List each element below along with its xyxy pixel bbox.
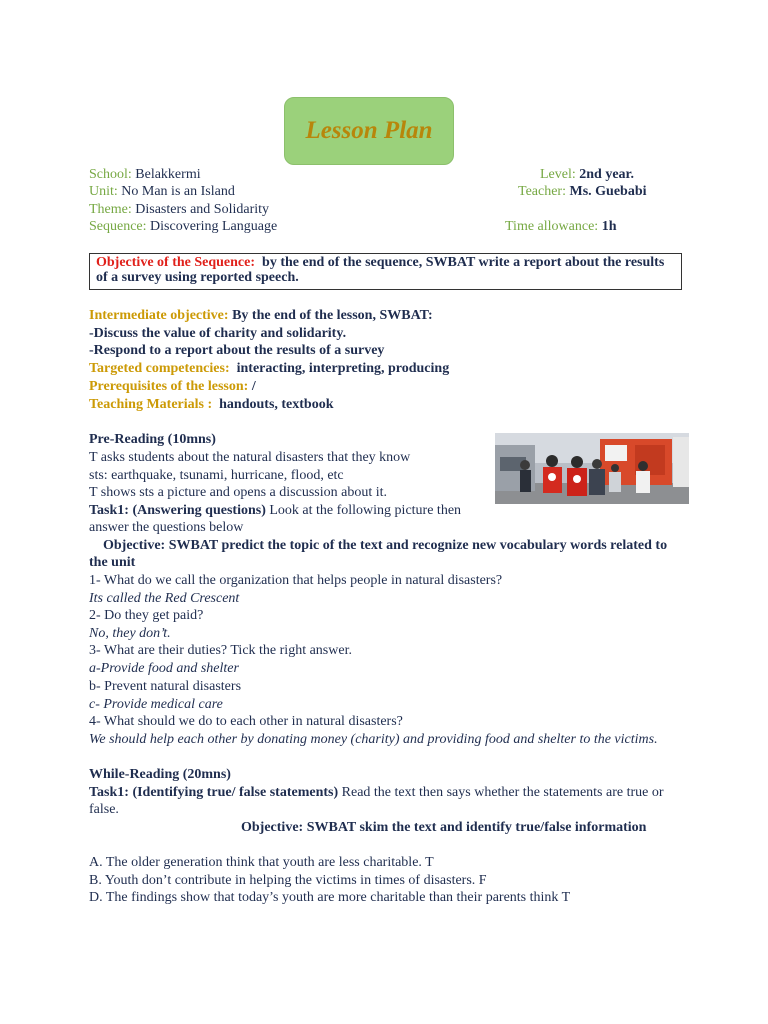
statement-a: A. The older generation think that youth are less charitable. T	[89, 855, 434, 870]
pre-reading-objective: Objective: SWBAT predict the topic of the text and recognize new vocabulary words related to	[103, 538, 668, 553]
answer-2: No, they don’t.	[89, 626, 171, 641]
red-crescent-photo	[495, 433, 689, 504]
question-2: 2- Do they get paid?	[89, 608, 204, 623]
option-b: b- Prevent natural disasters	[89, 679, 242, 694]
page-title: Lesson Plan	[305, 117, 433, 144]
unit-line: Unit: No Man is an Island	[89, 184, 235, 199]
prerequisites: Prerequisites of the lesson: /	[89, 379, 256, 394]
school-line: School: Belakkermi	[89, 167, 201, 182]
statement-b: B. Youth don’t contribute in helping the victims in times of disasters. F	[89, 873, 487, 888]
question-1: 1- What do we call the organization that helps people in natural disasters?	[89, 573, 503, 588]
pre-reading-line-2: sts: earthquake, tsunami, hurricane, flood, etc	[89, 468, 344, 483]
level-line: Level: 2nd year.	[540, 167, 634, 182]
objective-item-2: -Respond to a report about the results of a survey	[89, 343, 385, 358]
sequence-objective-box: Objective of the Sequence: by the end of the sequence, SWBAT write a report about the results of a survey using reported speech.	[89, 253, 682, 290]
answer-1: Its called the Red Crescent	[89, 591, 240, 606]
time-allowance-line: Time allowance: 1h	[505, 219, 617, 234]
pre-reading-line-3: T shows sts a picture and opens a discussion about it.	[89, 485, 387, 500]
red-crescent-volunteers-image	[495, 433, 689, 504]
while-reading-objective: Objective: SWBAT skim the text and identify true/false information	[241, 820, 647, 835]
lesson-plan-title-box	[284, 97, 454, 165]
pre-reading-task1-cont: answer the questions below	[89, 520, 244, 535]
intermediate-objective: Intermediate objective: By the end of the lesson, SWBAT:	[89, 308, 433, 323]
while-reading-heading: While-Reading (20mns)	[89, 767, 231, 782]
option-c: c- Provide medical care	[89, 697, 223, 712]
pre-reading-heading: Pre-Reading (10mns)	[89, 432, 216, 447]
pre-reading-task1: Task1: (Answering questions) Look at the following picture then	[89, 503, 462, 518]
while-reading-task1-cont: false.	[89, 802, 119, 817]
while-reading-task1: Task1: (Identifying true/ false statements) Read the text then says whether the statements are true or	[89, 785, 664, 800]
statement-d: D. The findings show that today’s youth are more charitable than their parents think T	[89, 890, 571, 905]
question-3: 3- What are their duties? Tick the right answer.	[89, 643, 352, 658]
objective-item-1: -Discuss the value of charity and solidarity.	[89, 326, 347, 341]
teaching-materials: Teaching Materials : handouts, textbook	[89, 397, 334, 412]
sequence-line: Sequence: Discovering Language	[89, 219, 278, 234]
option-a: a-Provide food and shelter	[89, 661, 239, 676]
pre-reading-line-1: T asks students about the natural disasters that they know	[89, 450, 411, 465]
question-4: 4- What should we do to each other in natural disasters?	[89, 714, 403, 729]
answer-4: We should help each other by donating money (charity) and providing food and shelter to the victims.	[89, 732, 658, 747]
targeted-competencies: Targeted competencies: interacting, interpreting, producing	[89, 361, 450, 376]
pre-reading-objective-cont: the unit	[89, 555, 136, 570]
theme-line: Theme: Disasters and Solidarity	[89, 202, 270, 217]
teacher-line: Teacher: Ms. Guebabi	[518, 184, 647, 199]
